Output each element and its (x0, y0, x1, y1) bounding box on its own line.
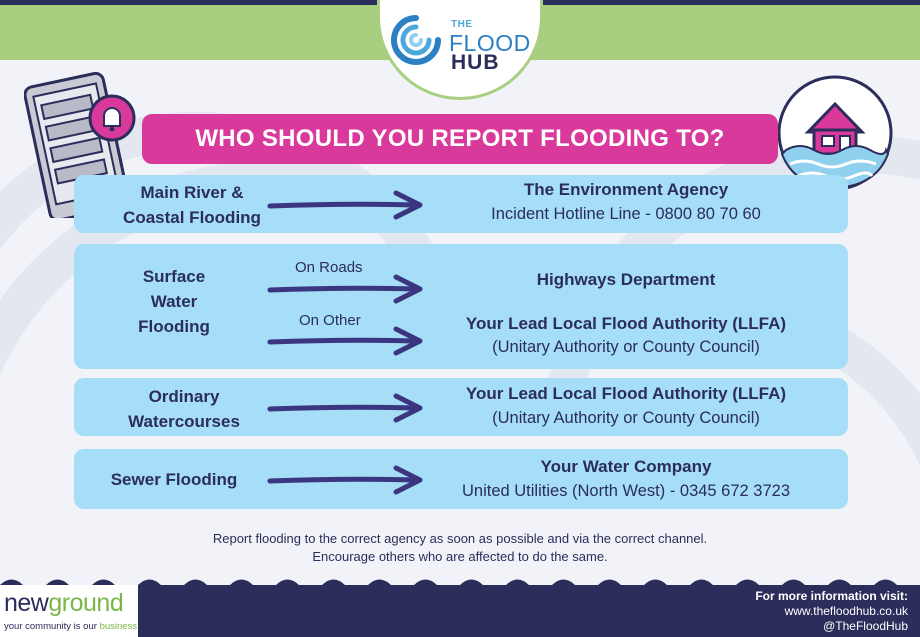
row-label-ordinary-watercourses: Ordinary Watercourses (128, 387, 240, 431)
detail-united-utilities: United Utilities (North West) - 0345 672 3723 (461, 482, 791, 500)
agency-water-company: Your Water Company (540, 457, 712, 476)
agency-environment-agency: The Environment Agency (523, 180, 729, 199)
row-label-sewer-flooding: Sewer Flooding (110, 470, 238, 489)
logo-the-text: THE (451, 19, 473, 30)
row-label-main-river: Main River & Coastal Flooding (123, 183, 261, 227)
sublabel-on-roads: On Roads (295, 259, 363, 276)
row-label-surface-water: Surface Water Flooding (138, 267, 210, 336)
newground-logo-text: newground (4, 589, 124, 617)
website-link[interactable]: www.thefloodhub.co.uk (784, 604, 908, 618)
sublabel-on-other: On Other (299, 312, 361, 329)
wave-swirl-icon (388, 12, 444, 68)
agency-llfa-surface: Your Lead Local Flood Authority (LLFA) (465, 314, 787, 333)
agency-llfa-ordinary: Your Lead Local Flood Authority (LLFA) (465, 384, 787, 403)
logo-hub-text: HUB (451, 51, 500, 74)
footer-line-2: Encourage others who are affected to do the same. (312, 549, 608, 564)
detail-environment-hotline: Incident Hotline Line - 0800 80 70 60 (491, 205, 761, 223)
info-title: For more information visit: (755, 589, 908, 603)
social-handle[interactable]: @TheFloodHub (823, 619, 908, 633)
agency-highways: Highways Department (536, 270, 716, 289)
page-title: WHO SHOULD YOU REPORT FLOODING TO? (142, 114, 778, 164)
detail-llfa-ordinary: (Unitary Authority or County Council) (492, 409, 760, 427)
detail-llfa-surface: (Unitary Authority or County Council) (492, 338, 760, 356)
footer-line-1: Report flooding to the correct agency as soon as possible and via the correct channel. (212, 531, 708, 546)
arrow-right-icon (266, 274, 426, 304)
newground-tagline: your community is our business (4, 621, 138, 632)
logo-flood-text: FLOOD (449, 30, 531, 56)
